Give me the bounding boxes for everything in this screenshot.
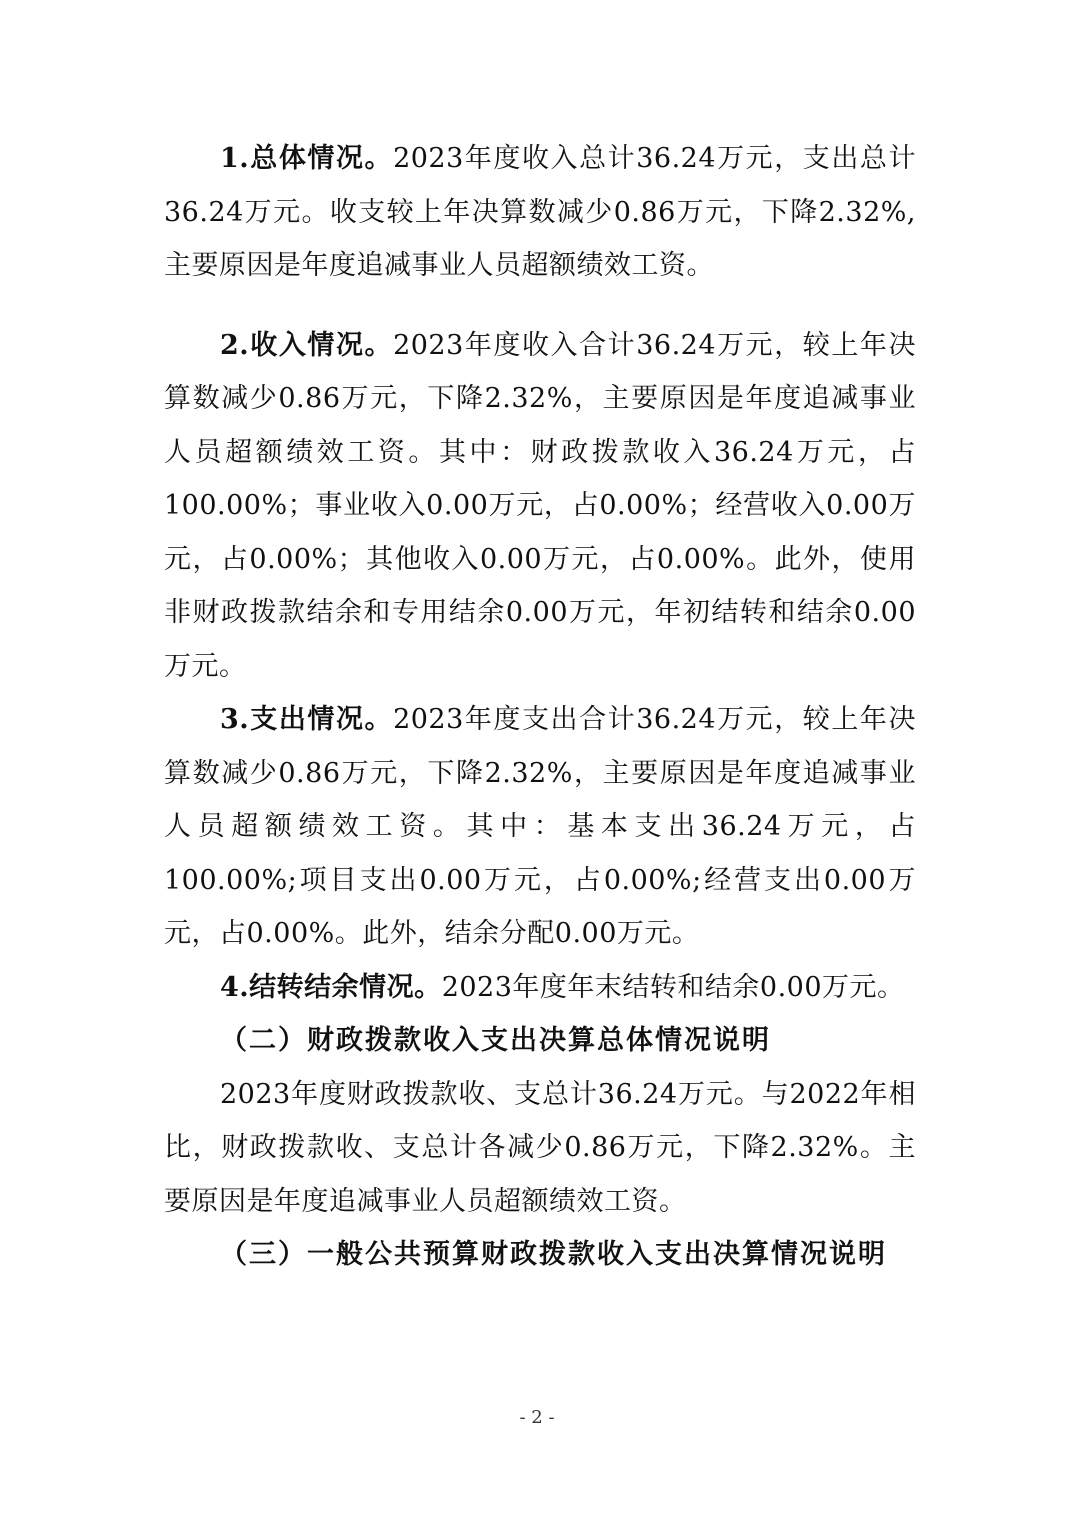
paragraph-text: 2023年度年末结转和结余0.00万元。	[441, 971, 905, 1003]
paragraph-lead: 1.总体情况。	[220, 143, 394, 174]
section-heading-fiscal-allocation: （二）财政拨款收入支出决算总体情况说明	[220, 1025, 771, 1056]
paragraph-lead: 4.结转结余情况。	[220, 971, 442, 1003]
paragraph-lead: 3.支出情况。	[220, 704, 394, 735]
paragraph-carryover	[164, 961, 916, 1015]
paragraph-fiscal-allocation: 2023年度财政拨款收、支总计36.24万元。与2022年相比，财政拨款收、支总计各减少0.86万元，下降2.32%。主要原因是年度追减事业人员超额绩效工资。	[164, 1078, 916, 1217]
paragraph-expenditure	[164, 693, 916, 961]
section-heading-general-budget: （三）一般公共预算财政拨款收入支出决算情况说明	[220, 1239, 887, 1270]
document-body	[164, 132, 916, 1282]
paragraph-income	[164, 319, 916, 694]
paragraph-lead: 2.收入情况。	[220, 329, 394, 361]
page-number: - 2 -	[519, 1407, 555, 1428]
paragraph-text: 2023年度收入合计36.24万元，较上年决算数减少0.86万元，下降2.32%，主要原因是年度追减事业人员超额绩效工资。其中：财政拨款收入36.24万元，占100.00%；事业收入0.00万元，占0.00%；经营收入0.00万元，占0.00%；其他收入0.00万元，占0.00%。此外，使用非财政拨款结余和专用结余0.00万元，年初结转和结余0.00万元。	[164, 329, 916, 682]
paragraph-text: 2023年度支出合计36.24万元，较上年决算数减少0.86万元，下降2.32%，主要原因是年度追减事业人员超额绩效工资。其中：基本支出36.24万元，占100.00%;项目支出0.00万元，占0.00%;经营支出0.00万元，占0.00%。此外，结余分配0.00万元。	[164, 704, 916, 949]
paragraph-text: 2023年度收入总计36.24万元，支出总计36.24万元。收支较上年决算数减少0.86万元，下降2.32%,主要原因是年度追减事业人员超额绩效工资。	[164, 143, 916, 281]
paragraph-spacer	[164, 293, 916, 319]
paragraph-overall	[164, 132, 916, 293]
